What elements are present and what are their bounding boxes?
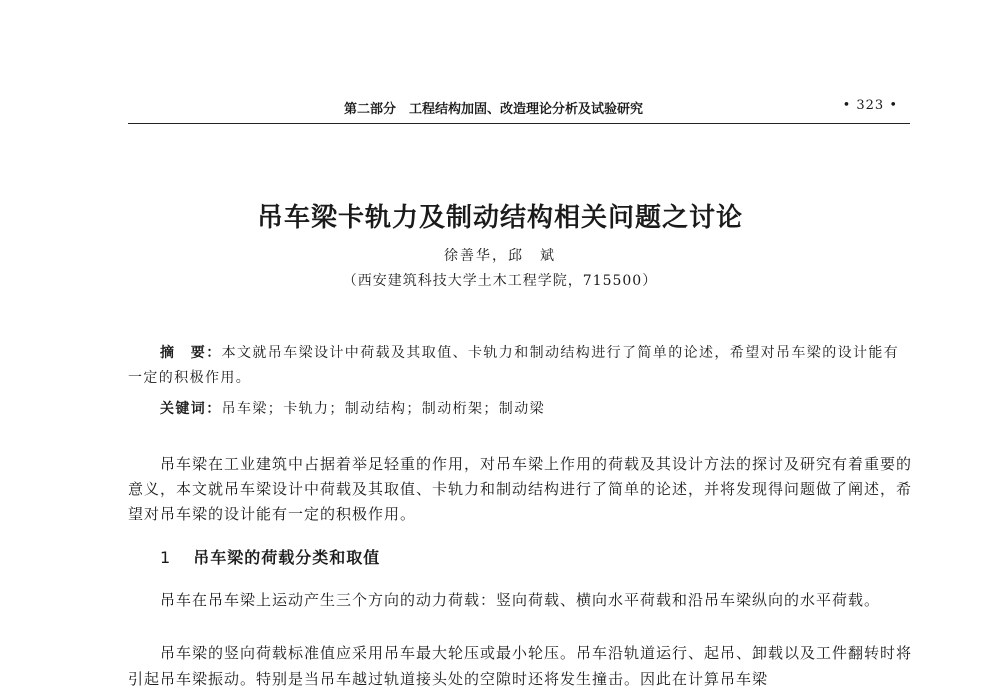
abstract bbox=[128, 341, 912, 391]
section-number: 1 bbox=[160, 548, 172, 567]
abstract-label: 摘 要： bbox=[160, 345, 222, 361]
abstract-text: 本文就吊车梁设计中荷载及其取值、卡轨力和制动结构进行了简单的论述，希望对吊车梁的设计能有一定的积极作用。 bbox=[128, 345, 900, 386]
intro-paragraph: 吊车梁在工业建筑中占据着举足轻重的作用，对吊车梁上作用的荷载及其设计方法的探讨及研究有着重要的意义，本文就吊车梁设计中荷载及其取值、卡轨力和制动结构进行了简单的论述，并将发现得问题做了阐述，希望对吊车梁的设计能有一定的积极作用。 bbox=[128, 455, 913, 523]
header-divider bbox=[128, 123, 910, 124]
body-paragraph-2: 吊车梁的竖向荷载标准值应采用吊车最大轮压或最小轮压。吊车沿轨道运行、起吊、卸载以及工件翻转时将引起吊车梁振动。特别是当吊车越过轨道接头处的空隙时还将发生撞击。因此在计算吊车梁 bbox=[128, 644, 913, 688]
section-heading bbox=[160, 545, 380, 568]
paper-authors: 徐善华，邱 斌 bbox=[444, 248, 556, 264]
keywords bbox=[128, 397, 912, 422]
section-title: 吊车梁的荷载分类和取值 bbox=[193, 548, 381, 567]
keywords-label: 关键词： bbox=[160, 401, 222, 417]
paper-title: 吊车梁卡轨力及制动结构相关问题之讨论 bbox=[256, 203, 743, 233]
paper-affiliation: （西安建筑科技大学土木工程学院，715500） bbox=[342, 273, 658, 289]
body-paragraph-1: 吊车在吊车梁上运动产生三个方向的动力荷载：竖向荷载、横向水平荷载和沿吊车梁纵向的水平荷载。 bbox=[160, 591, 881, 609]
page-number: • 323 • bbox=[842, 98, 898, 113]
running-header-section: 第二部分 工程结构加固、改造理论分析及试验研究 bbox=[344, 102, 644, 117]
running-header bbox=[128, 96, 910, 120]
keywords-text: 吊车梁；卡轨力；制动结构；制动桁架；制动梁 bbox=[221, 401, 546, 417]
